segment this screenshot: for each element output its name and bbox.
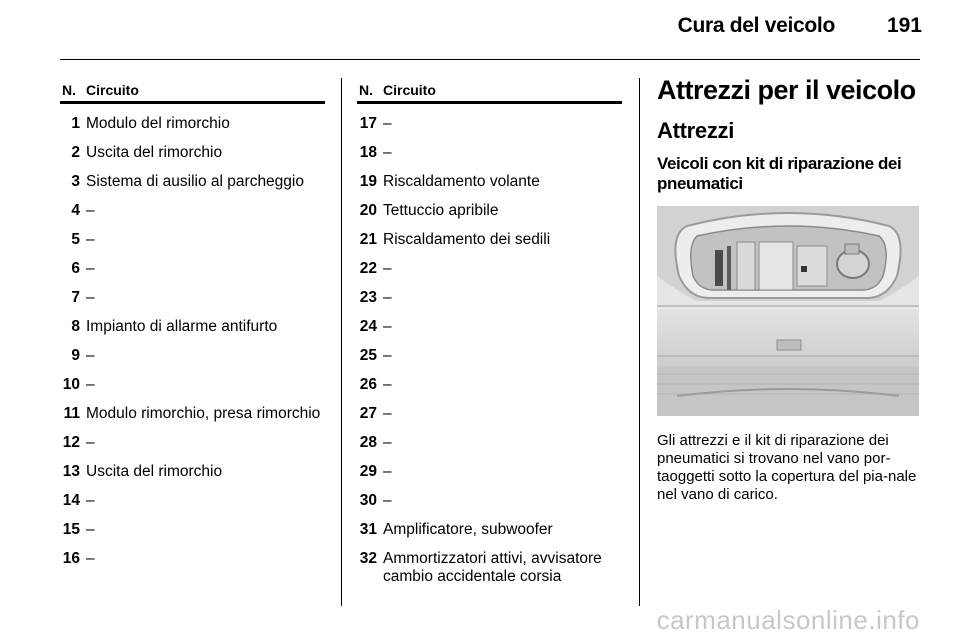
table-row [357, 463, 622, 481]
cargo-tools-photo [657, 206, 919, 416]
column-header-circuit: Circuito [383, 82, 436, 98]
circuit-name: – [383, 376, 392, 393]
circuit-name: Ammortizzatori attivi, avvisatore cambio accidentale corsia [383, 550, 602, 585]
circuit-name: – [86, 347, 95, 364]
fuse-number: 30 [359, 492, 377, 509]
column-header-circuit: Circuito [86, 82, 139, 98]
table-row [357, 115, 622, 133]
table-header-rule [60, 101, 325, 104]
circuit-name: Uscita del rimorchio [86, 144, 223, 161]
circuit-name: – [86, 231, 95, 248]
table-row [60, 289, 325, 307]
watermark: carmanualsonline.info [656, 605, 920, 635]
fuse-number: 10 [62, 376, 80, 393]
fuse-number: 2 [71, 144, 80, 161]
fuse-number: 23 [359, 289, 377, 306]
section-subsubtitle: Veicoli con kit di riparazione dei pneumatici [657, 154, 902, 193]
fuse-number: 14 [62, 492, 80, 509]
fuse-number: 8 [71, 318, 80, 335]
fuse-number: 27 [359, 405, 377, 422]
fuse-number: 11 [63, 405, 80, 422]
fuse-number: 12 [62, 434, 80, 451]
circuit-name: – [383, 144, 392, 161]
table-row [357, 260, 622, 278]
circuit-name: – [86, 260, 95, 277]
circuit-name: – [86, 434, 95, 451]
page-header-title: Cura del veicolo [677, 14, 835, 37]
table-row [357, 521, 622, 539]
fuse-number: 31 [359, 521, 377, 538]
table-row [357, 550, 622, 586]
table-row [60, 144, 325, 162]
circuit-name: – [86, 202, 95, 219]
fuse-table-left [60, 78, 325, 568]
fuse-number: 28 [359, 434, 377, 451]
circuit-name: Riscaldamento volante [383, 173, 540, 190]
table-row [357, 434, 622, 452]
table-row [357, 492, 622, 510]
fuse-number: 1 [71, 115, 80, 132]
table-row [60, 202, 325, 220]
fuse-number: 13 [62, 463, 80, 480]
circuit-name: Impianto di allarme antifurto [86, 318, 278, 335]
fuse-number: 19 [359, 173, 377, 190]
fuse-number: 22 [359, 260, 377, 277]
fuse-number: 26 [359, 376, 377, 393]
fuse-number: 20 [359, 202, 377, 219]
fuse-number: 16 [62, 550, 80, 567]
fuse-number: 21 [359, 231, 377, 248]
circuit-name: – [383, 463, 392, 480]
table-row [60, 260, 325, 278]
table-row [357, 376, 622, 394]
page-number: 191 [886, 14, 922, 37]
fuse-number: 25 [359, 347, 377, 364]
fuse-number: 24 [359, 318, 377, 335]
table-row [357, 231, 622, 249]
table-row [357, 347, 622, 365]
circuit-name: – [86, 550, 95, 567]
circuit-name: – [86, 289, 95, 306]
circuit-name: – [383, 434, 392, 451]
circuit-name: Amplificatore, subwoofer [383, 521, 553, 538]
circuit-name: Riscaldamento dei sedili [383, 231, 551, 248]
table-row [60, 550, 325, 568]
circuit-name: Modulo rimorchio, presa rimorchio [86, 405, 321, 422]
circuit-name: Tettuccio apribile [383, 202, 499, 219]
fuse-number: 17 [359, 115, 377, 132]
section-title: Attrezzi per il veicolo [657, 75, 916, 105]
circuit-name: – [383, 405, 392, 422]
table-row [60, 434, 325, 452]
circuit-name: – [383, 260, 392, 277]
table-row [60, 347, 325, 365]
table-row [60, 405, 325, 423]
table-row [60, 521, 325, 539]
table-header [60, 78, 325, 100]
table-row [60, 173, 325, 191]
circuit-name: Modulo del rimorchio [86, 115, 230, 132]
table-row [60, 463, 325, 481]
table-row [357, 202, 622, 220]
fuse-number: 4 [71, 202, 80, 219]
table-row [357, 144, 622, 162]
circuit-name: – [383, 318, 392, 335]
table-row [60, 318, 325, 336]
table-header-rule [357, 101, 622, 104]
header-rule [60, 59, 920, 60]
circuit-name: Uscita del rimorchio [86, 463, 223, 480]
column-divider [341, 78, 342, 606]
fuse-number: 29 [359, 463, 377, 480]
column-header-number: N. [359, 82, 373, 98]
section-subtitle: Attrezzi [657, 118, 735, 143]
table-row [357, 289, 622, 307]
circuit-name: – [86, 492, 95, 509]
table-header [357, 78, 622, 100]
fuse-number: 6 [71, 260, 80, 277]
circuit-name: – [383, 115, 392, 132]
circuit-name: Sistema di ausilio al parcheggio [86, 173, 304, 190]
table-row [357, 405, 622, 423]
fuse-table-right [357, 78, 622, 586]
fuse-number: 18 [359, 144, 377, 161]
fuse-number: 9 [71, 347, 80, 364]
table-row [60, 376, 325, 394]
fuse-number: 7 [71, 289, 80, 306]
table-row [60, 231, 325, 249]
table-row [357, 173, 622, 191]
circuit-name: – [86, 376, 95, 393]
fuse-number: 3 [71, 173, 80, 190]
circuit-name: – [383, 347, 392, 364]
table-row [60, 115, 325, 133]
circuit-name: – [383, 289, 392, 306]
table-row [60, 492, 325, 510]
fuse-number: 5 [71, 231, 80, 248]
fuse-number: 15 [62, 521, 80, 538]
column-header-number: N. [62, 82, 76, 98]
circuit-name: – [86, 521, 95, 538]
circuit-name: – [383, 492, 392, 509]
column-divider [639, 78, 640, 606]
fuse-number: 32 [359, 550, 377, 567]
section-body-text: Gli attrezzi e il kit di riparazione dei pneumatici si trovano nel vano por-taoggetti sotto la copertura del pia-nale nel vano di carico. [657, 432, 917, 503]
table-row [357, 318, 622, 336]
